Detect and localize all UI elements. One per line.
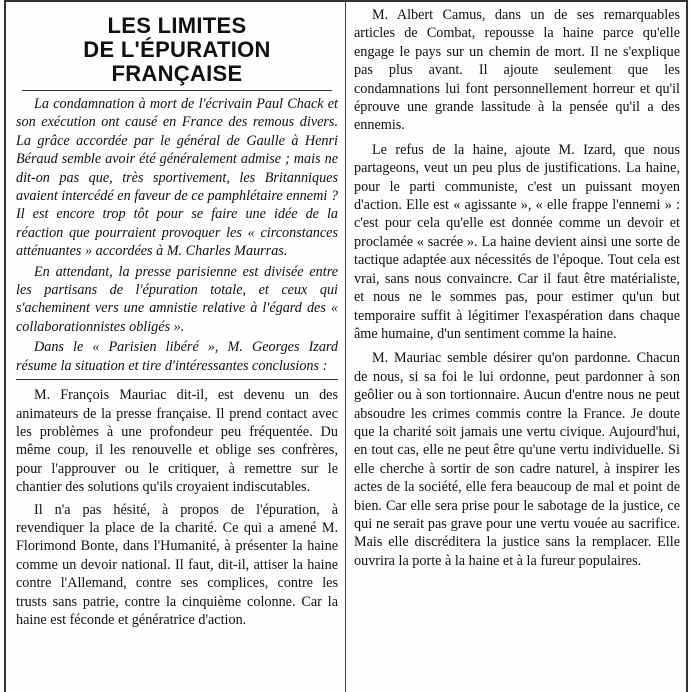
- intro-paragraph: La condamnation à mort de l'écrivain Paul Chack et son exécution ont causé en France des remous divers. La grâce accordée par le général de Gaulle à Henri Béraud semble avoir été généralement admise ; mais ne dit-on pas que, très sportivement, les Britanniques avaient intercédé en faveur de ce pamphlétaire ennemi ? Il est encore trop tôt pour se faire une idée de la réaction que pourraient provoquer les « circonstances atténuantes » accordées à M. Charles Maurras.: [16, 96, 338, 260]
- column-divider: [345, 0, 346, 692]
- intro-paragraph: Dans le « Parisien libéré », M. Georges Izard résume la situation et tire d'intéressantes conclusions :: [16, 339, 338, 374]
- article-introduction: [16, 95, 338, 375]
- left-border: [4, 0, 6, 692]
- article-title-line-1: LES LIMITES: [107, 13, 247, 38]
- title-divider: [22, 90, 332, 91]
- left-body: [16, 386, 338, 629]
- body-paragraph: M. François Mauriac dit-il, est devenu un des animateurs de la presse française. Il prend contact avec les problèmes à une profondeur peu fréquentée. Du même coup, il les renouvelle et oblige ses confrères, pour l'approuver ou le critiquer, à remettre sur le chantier des solutions qu'ils croyaient indiscutables.: [16, 387, 338, 496]
- right-border: [686, 0, 688, 692]
- right-body: [354, 6, 680, 570]
- intro-paragraph: En attendant, la presse parisienne est divisée entre les partisans de l'épuration totale, et ceux qui s'acheminent vers une amnistie relative à l'égard des « collaborationnistes obligés ».: [16, 263, 338, 335]
- body-paragraph: Il n'a pas hésité, à propos de l'épuration, à revendiquer la place de la charité. Ce qui a amené M. Florimond Bonte, dans l'Humanité, à présenter la haine comme un devoir national. Il faut, dit-il, attiser la haine contre l'Allemand, contre ses complices, contre les trusts sans patrie, contre la cinquième colonne. Car la haine est féconde et génératrice d'action.: [16, 501, 338, 628]
- left-column: [16, 0, 338, 629]
- body-paragraph: Le refus de la haine, ajoute M. Izard, que nous partageons, veut un peu plus de justifications. La haine, pour le parti communiste, c'est un puissant moyen d'action. Elle est « agissante », « elle frappe l'ennemi » : c'est pour cela qu'elle est donnée comme un devoir et proclamée « sacrée ». La haine devient ainsi une sorte de tactique adaptée aux nécessités de l'époque. Tout cela est vrai, sans nous convaincre. Car il faut être matérialiste, et nous ne le sommes pas, pour estimer qu'un but temporaire suffit à légitimer l'exaspération dans chaque âme humaine, d'un sentiment comme la haine.: [354, 141, 680, 342]
- body-paragraph: M. Mauriac semble désirer qu'on pardonne. Chacun de nous, si sa foi le lui ordonne, peut pardonner à son geôlier ou à son tortionnaire. Aucun d'entre nous ne peut absoudre les crimes commis contre la France. Je doute que la charité soit jamais une vertu civique. Aujourd'hui, en tout cas, elle ne peut être qu'une vertu individuelle. Si elle cherche à sortir de son cadre naturel, à inspirer les actes de la société, elle fera beaucoup de mal et point de bien. Car elle sera prise pour le sabotage de la justice, ce qui ne serait pas grave pour une vertu vouée au sacrifice. Mais elle discréditera la justice sans la remplacer. Elle ouvrira la porte à la haine et à la fureur populaires.: [354, 350, 680, 569]
- article-title-line-2: DE L'ÉPURATION FRANÇAISE: [83, 37, 271, 86]
- intro-divider: [16, 379, 338, 380]
- body-paragraph: M. Albert Camus, dans un de ses remarquables articles de Combat, repousse la haine parce qu'elle engage le pays sur un chemin de mort. Il ne s'explique pas plus avant. Il ajoute seulement que les condamnations lui font personnellement horreur et qu'il éprouve une grande lassitude à la pensée qu'il a des ennemis.: [354, 7, 680, 134]
- right-column: [354, 0, 680, 570]
